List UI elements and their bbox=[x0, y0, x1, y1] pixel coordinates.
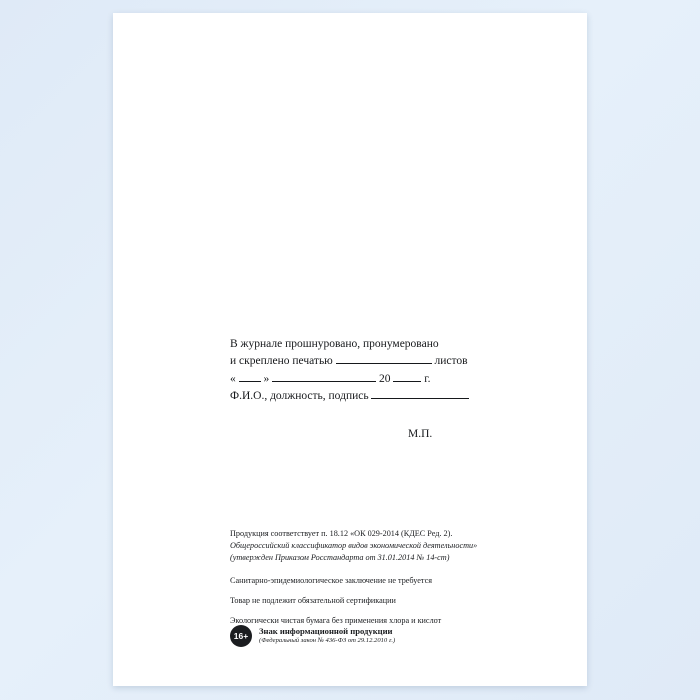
seal-blank-sheets bbox=[336, 352, 432, 364]
legal-sanitary-note: Санитарно-эпидемиологическое заключение не требуется bbox=[230, 575, 432, 585]
page-content-area bbox=[113, 13, 587, 686]
age-rating-title: Знак информационной продукции bbox=[259, 626, 393, 637]
seal-blank-signature bbox=[371, 387, 469, 399]
seal-line-2-suffix: листов bbox=[434, 355, 468, 368]
age-rating-text bbox=[259, 626, 395, 646]
legal-okved-line-1: Продукция соответствует п. 18.12 «ОК 029-2014 (КДЕС Ред. 2). bbox=[230, 529, 453, 538]
legal-okved-line-3: (утвержден Приказом Росстандарта от 31.01.2014 № 14-ст) bbox=[230, 552, 450, 562]
seal-year-suffix: г. bbox=[424, 372, 431, 385]
legal-certification-note: Товар не подлежит обязательной сертификации bbox=[230, 595, 396, 605]
seal-certification-block bbox=[230, 336, 530, 404]
seal-line-1 bbox=[230, 336, 530, 352]
seal-quote-open: « bbox=[230, 372, 236, 385]
legal-okved-line-2: Общероссийский классификатор видов экономической деятельности» bbox=[230, 540, 478, 550]
seal-line-2 bbox=[230, 352, 530, 369]
seal-blank-year bbox=[393, 370, 421, 382]
seal-line-3 bbox=[230, 370, 530, 387]
seal-line-1-text: В журнале прошнуровано, пронумеровано bbox=[230, 338, 439, 350]
seal-blank-day bbox=[239, 370, 261, 382]
document-page bbox=[113, 13, 587, 686]
stamp-place-label: М.П. bbox=[408, 428, 433, 440]
age-rating-badge-icon: 16+ bbox=[230, 625, 252, 647]
age-rating-subtitle: (Федеральный закон № 436-ФЗ от 29.12.2010 г.) bbox=[259, 637, 396, 645]
age-rating-block bbox=[230, 625, 395, 647]
legal-footer-block bbox=[230, 528, 550, 636]
seal-year-prefix: 20 bbox=[379, 372, 391, 385]
seal-blank-month bbox=[272, 370, 376, 382]
seal-quote-close: » bbox=[263, 372, 270, 385]
legal-eco-paper-note: Экологически чистая бумага без применения хлора и кислот bbox=[230, 615, 442, 625]
seal-line-2-text: и скреплено печатью bbox=[230, 355, 333, 368]
legal-paragraph-okved bbox=[230, 528, 550, 564]
seal-line-4 bbox=[230, 387, 530, 404]
seal-line-4-text: Ф.И.О., должность, подпись bbox=[230, 389, 369, 402]
